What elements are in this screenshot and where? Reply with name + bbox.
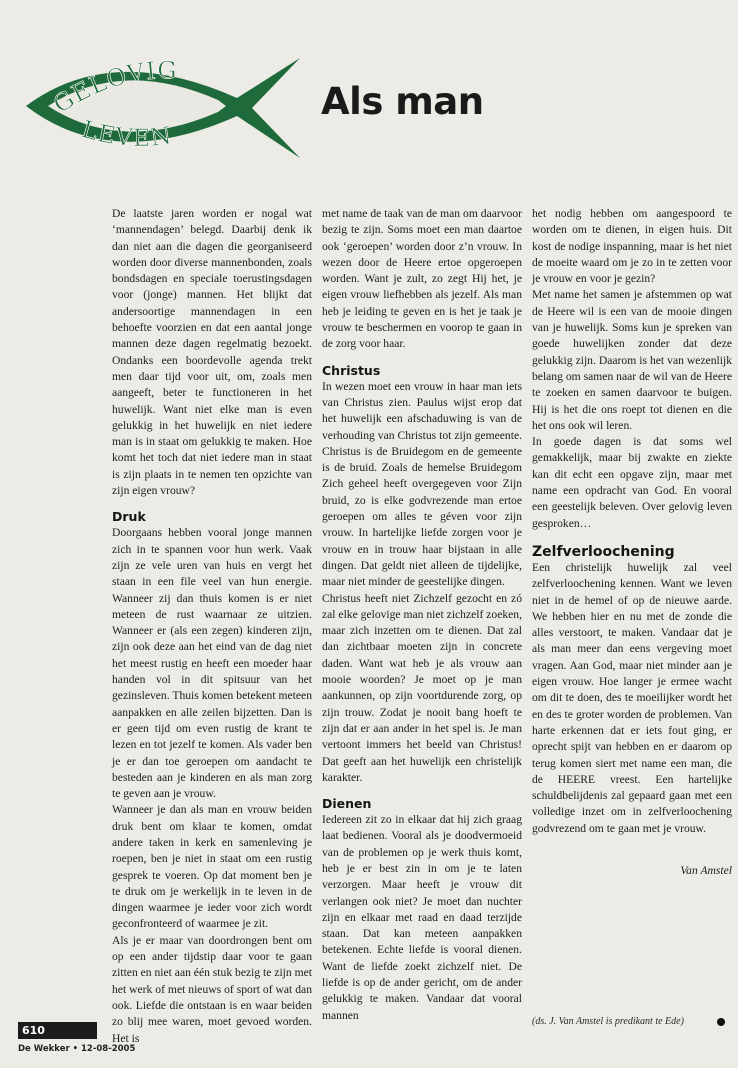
end-mark-icon bbox=[717, 1018, 725, 1026]
page-number: 610 bbox=[18, 1022, 97, 1039]
paragraph: Wanneer je dan als man en vrouw beiden druk bent om klaar te komen, omdat andere taken in kerk en samenleving je roepen, ben je niet in staat om een rustig gesprek te voeren. Op dat moment ben je te druk om je werkelijk in te leven in de dingen waarmee je ieder voor zich wordt geconfronteerd of waarmee je zit. bbox=[112, 803, 312, 931]
paragraph: Met name het samen je afstemmen op wat de Heere wil is een van de mooie dingen van je huwelijk. Soms kun je spreken van goede huwelijken zonder dat deze gelukkig zijn. Daarom is het van wezenlijk belang om samen naar de wil van de Heere te zoeken en samen daarvoor te buigen. Hij is het die ons roept tot dienen en die het ons ook wil leren. bbox=[532, 288, 732, 432]
column-2 bbox=[322, 206, 522, 1024]
author-signature: Van Amstel bbox=[680, 863, 732, 877]
paragraph: het nodig hebben om aangespoord te worden om te dienen, in eigen huis. Dit kost de nodige inspanning, maar is het niet de moeite waard om je zo in te zetten voor je vrouw en voor je gezin? bbox=[532, 207, 732, 286]
section-heading: Christus bbox=[322, 362, 381, 378]
article-title: Als man bbox=[321, 80, 484, 123]
paragraph: Als je er maar van doordrongen bent om op een ander tijdstip daar voor te gaan zitten en niet aan één stuk bezig te zijn met het werk of met nieuws of sport of wat dan ook. Liefde die ontstaan is en waar beiden zo blij mee waren, moet gevoed worden. Het is bbox=[112, 933, 312, 1045]
section-heading: Zelfverloochening bbox=[532, 543, 675, 560]
footer-publication: De Wekker • 12-08-2005 bbox=[18, 1044, 136, 1054]
column-1 bbox=[112, 206, 312, 1047]
logo-bottom-text: LEVEN bbox=[78, 114, 174, 153]
author-note: (ds. J. Van Amstel is predikant te Ede) bbox=[532, 1016, 684, 1027]
paragraph: De laatste jaren worden er nogal wat ‘mannendagen’ belegd. Daarbij denk ik dan niet aan die dagen die georganiseerd worden door diverse mannenbonden, zoals bondsdagen en speciale toerustingsdagen voor (jonge) mannen. Het blijkt dat andersoortige mannendagen in een behoefte voorzien en dat een aantal jonge mannen deze dagen regelmatig bezoekt. Ondanks een boordevolle agenda trekt men daar tijd voor uit, om, zoals men aangeeft, beter te functioneren in het huwelijk. Want niet elke man is even gelukkig in het huwelijk en niet iedere man is in staat om gelukkig te maken. Hoe komt het toch dat niet iedere man in staat is zijn plaats in te nemen ten opzichte van zijn eigen vrouw? bbox=[112, 207, 312, 498]
paragraph: met name de taak van de man om daarvoor bezig te zijn. Soms moet een man daartoe ook ‘geroepen’ worden door z’n vrouw. In wezen door de Heere ertoe opgeroepen worden. Want je zult, zo zegt Hij het, je eigen vrouw liefhebben als jezelf. Als man heb je leiding te geven en is het je taak je vrouw te beschermen en voorop te gaan in de zorg voor haar. bbox=[322, 207, 522, 351]
section-heading: Druk bbox=[112, 509, 146, 525]
paragraph: Iedereen zit zo in elkaar dat hij zich graag laat bedienen. Vooral als je doodvermoeid van de problemen op je werk thuis komt, heb je er best zin in om je te laten verzorgen. Maar heeft je vrouw dit verlangen ook niet? Je moet dan nuchter zijn en elkaar met raad en daad terzijde staan. Dat kan meteen aanpakken betekenen. Echte liefde is vooral dienen. Want de liefde zoekt zichzelf niet. De liefde is op de ander gericht, om de ander gelukkig te maken. Vandaar dat vooral mannen bbox=[322, 813, 522, 1022]
section-heading: Dienen bbox=[322, 796, 372, 812]
paragraph: Christus heeft niet Zichzelf gezocht en zó zal elke gelovige man niet zichzelf zoeken, maar zich inzetten om te dienen. Dat zal dan zichtbaar moeten zijn in concrete daden. Want wat heb je als vrouw aan mooie woorden? Je moet op je man aankunnen, op zijn voortdurende zorg, op zijn trouw. Zodat je nooit bang hoeft te zijn dat er aan ander in het spel is. Je man vertoont immers het beeld van Christus! Dat geeft aan het huwelijk een christelijk karakter. bbox=[322, 591, 522, 784]
paragraph: In goede dagen is dat soms wel gemakkelijk, maar bij zwakte en ziekte kan dit echt een opgave zijn, maar met name een opdracht van God. En vooral een geestelijk beleven. Over gelovig leven gesproken… bbox=[532, 435, 732, 530]
paragraph: Een christelijk huwelijk zal veel zelfverloochening kennen. Want we leven niet in de hemel of op de nieuwe aarde. We hebben hier en nu met de zonde die alles verstoort, te maken. Vandaar dat je als man meer dan eens vergeving moet vragen. Aan God, maar niet minder aan je eigen vrouw. Hoe langer je ermee wacht om dit te doen, des te moeilijker wordt het en des te groter worden de problemen. Van harte erkennen dat er iets fout ging, er oprecht spijt van hebben en er daarom op terug komen siert met name een man, die de HEERE vreest. Een hartelijke schuldbelijdenis zal gepaard gaan met een volledige inzet om in zelfverloochening godvrezend om te gaan met je vrouw. bbox=[532, 560, 732, 835]
column-3 bbox=[532, 206, 732, 879]
paragraph: Doorgaans hebben vooral jonge mannen zich in te spannen voor hun werk. Vaak zijn ze vele uren van huis en vergt het staan in een file veel van hun energie. Wanneer zij dan thuis komen is er niet meteen de rust waarnaar ze uitzien. Wanneer er (als een zegen) kinderen zijn, zijn ook deze aan het eind van de dag niet het meest rustig en heeft een moeder haar handen vol in dit spitsuur van het gezinsleven. Thuis komen betekent meteen aanpakken en alle zeilen bijzetten. Dan is er geen tijd om even rustig de krant te lezen en tot jezelf te komen. Als vader ben je er dan toe geroepen om aandacht te besteden aan je kinderen en als man zorg te geven aan je vrouw. bbox=[112, 526, 312, 801]
logo-top-text: GELOVIG bbox=[48, 56, 178, 119]
paragraph: In wezen moet een vrouw in haar man iets van Christus zien. Paulus wijst erop dat het huwelijk een afschaduwing is van de verhouding van Christus tot zijn gemeente. Christus is de Bruidegom en de gemeente is de bruid. Zoals de hemelse Bruidegom Zich geheel heeft overgegeven voor Zijn bruid, zo is elke godvrezende man ertoe geroepen om alles te géven voor zijn vrouw. In hartelijke liefde zorgen voor je vrouw en in trouw haar bijstaan in alle dingen. Dat geldt niet alleen de tijdelijke, maar niet minder de geestelijke dingen. bbox=[322, 379, 522, 589]
gelovig-leven-fish-logo bbox=[22, 50, 307, 160]
